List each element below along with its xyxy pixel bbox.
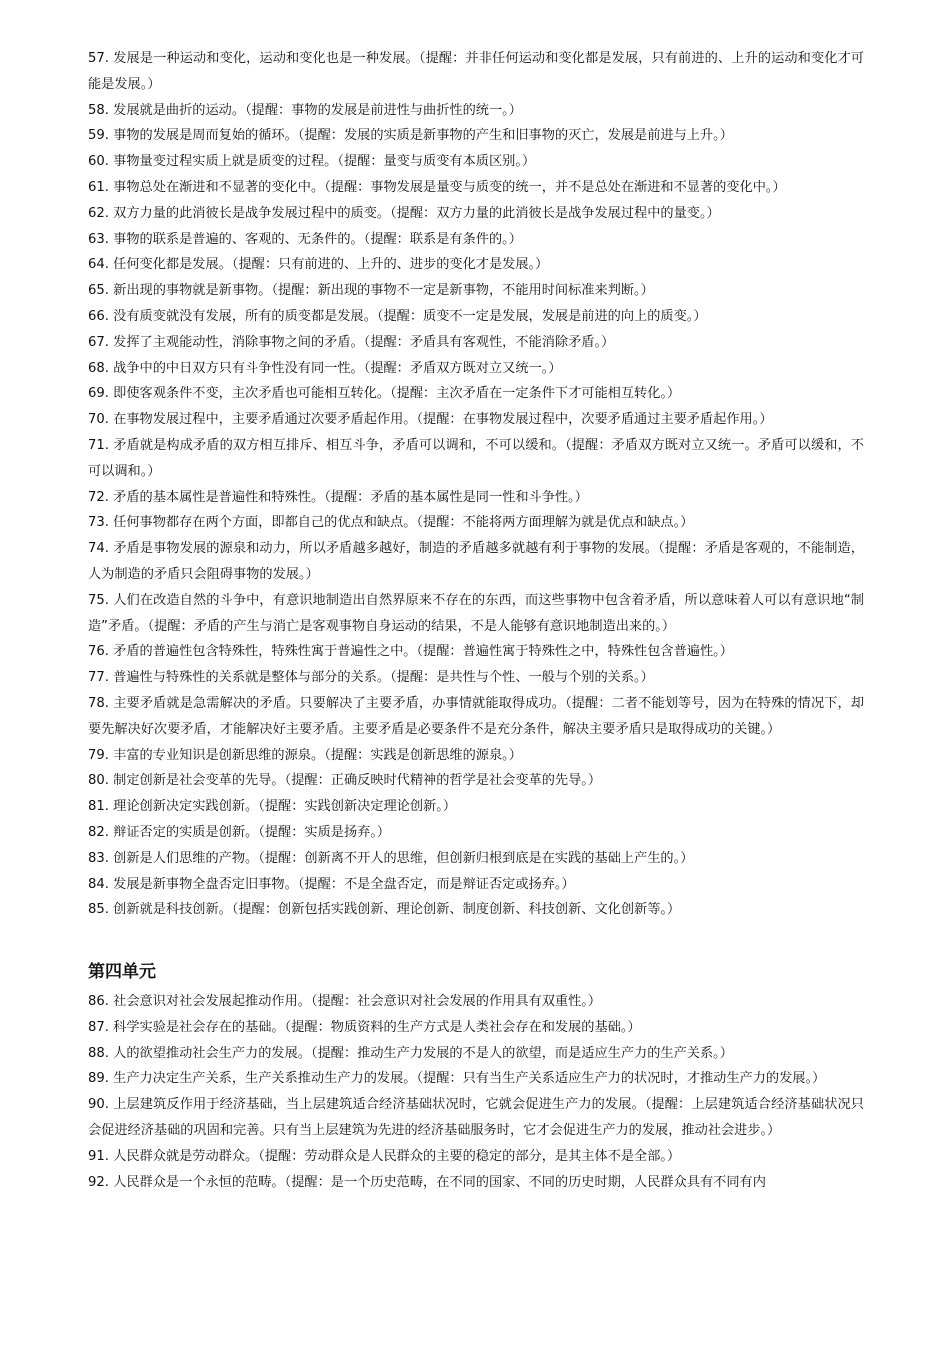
list-item-65: 65. 新出现的事物就是新事物。（提醒：新出现的事物不一定是新事物，不能用时间标准来判断。） (88, 283, 654, 299)
list-item-68: 68. 战争中的中日双方只有斗争性没有同一性。（提醒：矛盾双方既对立又统一。） (88, 360, 562, 376)
list-item-63: 63. 事物的联系是普遍的、客观的、无条件的。（提醒：联系是有条件的。） (88, 231, 522, 247)
list-item-72: 72. 矛盾的基本属性是普遍性和特殊性。（提醒：矛盾的基本属性是同一性和斗争性。） (88, 489, 588, 505)
list-item-83: 83. 创新是人们思维的产物。（提醒：创新离不开人的思维，但创新归根到底是在实践的基础上产生的。） (88, 850, 694, 866)
list-item-88: 88. 人的欲望推动社会生产力的发展。（提醒：推动生产力发展的不是人的欲望，而是适应生产力的生产关系。） (88, 1045, 733, 1061)
section-heading: 第四单元 (88, 962, 156, 983)
section-2-list (88, 989, 864, 1195)
list-item-77: 77. 普遍性与特殊性的关系就是整体与部分的关系。（提醒：是共性与个性、一般与个别的关系。） (88, 670, 654, 686)
list-item-71: 71. 矛盾就是构成矛盾的双方相互排斥、相互斗争，矛盾可以调和，不可以缓和。（提醒：矛盾双方既对立又统一。矛盾可以缓和，不可以调和。） (88, 437, 864, 479)
list-item-79: 79. 丰富的专业知识是创新思维的源泉。（提醒：实践是创新思维的源泉。） (88, 747, 522, 763)
list-item-82: 82. 辩证否定的实质是创新。（提醒：实质是扬弃。） (88, 824, 391, 840)
list-item-67: 67. 发挥了主观能动性，消除事物之间的矛盾。（提醒：矛盾具有客观性，不能消除矛盾。） (88, 334, 615, 350)
list-item-60: 60. 事物量变过程实质上就是质变的过程。（提醒：量变与质变有本质区别。） (88, 154, 536, 170)
list-item-91: 91. 人民群众就是劳动群众。（提醒：劳动群众是人民群众的主要的稳定的部分，是其主体不是全部。） (88, 1148, 681, 1164)
list-item-69: 69. 即使客观条件不变，主次矛盾也可能相互转化。（提醒：主次矛盾在一定条件下才可能相互转化。） (88, 386, 681, 402)
list-item-76: 76. 矛盾的普遍性包含特殊性，特殊性寓于普遍性之中。（提醒：普遍性寓于特殊性之中，特殊性包含普遍性。） (88, 644, 733, 660)
list-item-66: 66. 没有质变就没有发展，所有的质变都是发展。（提醒：质变不一定是发展，发展是前进的向上的质变。） (88, 308, 707, 324)
list-item-73: 73. 任何事物都存在两个方面，即都自己的优点和缺点。（提醒：不能将两方面理解为就是优点和缺点。） (88, 515, 694, 531)
list-item-75: 75. 人们在改造自然的斗争中，有意识地制造出自然界原来不存在的东西，而这些事物中包含着矛盾，所以意味着人可以有意识地“制造”矛盾。（提醒：矛盾的产生与消亡是客观事物自身运动的结果，不是人能够有意识地制造出来的。） (88, 592, 864, 634)
list-item-62: 62. 双方力量的此消彼长是战争发展过程中的质变。（提醒：双方力量的此消彼长是战争发展过程中的量变。） (88, 205, 720, 221)
list-item-57: 57. 发展是一种运动和变化，运动和变化也是一种发展。（提醒：并非任何运动和变化都是发展，只有前进的、上升的运动和变化才可能是发展。） (88, 51, 864, 92)
list-item-81: 81. 理论创新决定实践创新。（提醒：实践创新决定理论创新。） (88, 799, 457, 815)
list-item-70: 70. 在事物发展过程中，主要矛盾通过次要矛盾起作用。（提醒：在事物发展过程中，次要矛盾通过主要矛盾起作用。） (88, 412, 773, 428)
list-item-89: 89. 生产力决定生产关系，生产关系推动生产力的发展。（提醒：只有当生产关系适应生产力的状况时，才推动生产力的发展。） (88, 1071, 826, 1087)
list-item-58: 58. 发展就是曲折的运动。（提醒：事物的发展是前进性与曲折性的统一。） (88, 102, 522, 118)
section-1-list (88, 46, 864, 923)
list-item-84: 84. 发展是新事物全盘否定旧事物。（提醒：不是全盘否定，而是辩证否定或扬弃。） (88, 876, 575, 892)
list-item-78: 78. 主要矛盾就是急需解决的矛盾。只要解决了主要矛盾，办事情就能取得成功。（提醒：二者不能划等号，因为在特殊的情况下，却要先解决好次要矛盾，才能解决好主要矛盾。主要矛盾是必要条件不是充分条件，解决主要矛盾只是取得成功的关键。） (88, 695, 864, 737)
list-item-59: 59. 事物的发展是周而复始的循环。（提醒：发展的实质是新事物的产生和旧事物的灭亡，发展是前进与上升。） (88, 128, 733, 144)
list-item-61: 61. 事物总处在渐进和不显著的变化中。（提醒：事物发展是量变与质变的统一，并不是总处在渐进和不显著的变化中。） (88, 179, 786, 195)
list-item-86: 86. 社会意识对社会发展起推动作用。（提醒：社会意识对社会发展的作用具有双重性。） (88, 994, 602, 1010)
list-item-87: 87. 科学实验是社会存在的基础。（提醒：物质资料的生产方式是人类社会存在和发展的基础。） (88, 1019, 641, 1035)
list-item-80: 80. 制定创新是社会变革的先导。（提醒：正确反映时代精神的哲学是社会变革的先导。） (88, 773, 602, 789)
list-item-92: 92. 人民群众是一个永恒的范畴。（提醒：是一个历史范畴，在不同的国家、不同的历史时期，人民群众具有不同有内 (88, 1174, 766, 1190)
list-item-64: 64. 任何变化都是发展。（提醒：只有前进的、上升的、进步的变化才是发展。） (88, 257, 549, 273)
list-item-85: 85. 创新就是科技创新。（提醒：创新包括实践创新、理论创新、制度创新、科技创新、文化创新等。） (88, 902, 681, 918)
list-item-74: 74. 矛盾是事物发展的源泉和动力，所以矛盾越多越好，制造的矛盾越多就越有利于事物的发展。（提醒：矛盾是客观的，不能制造，人为制造的矛盾只会阻碍事物的发展。） (88, 541, 864, 582)
list-item-90: 90. 上层建筑反作用于经济基础，当上层建筑适合经济基础状况时，它就会促进生产力的发展。（提醒：上层建筑适合经济基础状况只会促进经济基础的巩固和完善。只有当上层建筑为先进的经济基础服务时，它才会促进生产力的发展，推动社会进步。） (88, 1097, 864, 1139)
document-page (88, 46, 864, 1195)
